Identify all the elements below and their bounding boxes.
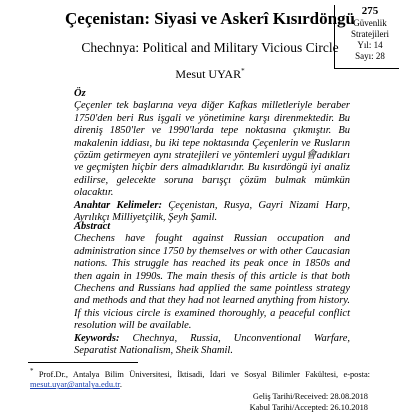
footnote-divider: [28, 362, 138, 363]
abstract-english-heading: Abstract: [74, 221, 111, 232]
author-line: [0, 64, 420, 81]
journal-year: Yıl: 14: [357, 40, 383, 50]
journal-name-line2: Stratejileri: [351, 29, 389, 39]
abstract-turkish: [74, 88, 350, 224]
author-name: Mesut UYAR: [175, 67, 242, 81]
abstract-turkish-heading: Öz: [74, 88, 86, 99]
keywords-turkish-list: Çeçenistan, Rusya, Gayri Nizami Harp, Ayrılıkçı Milliyetçilik, Şeyh Şamil.: [74, 199, 350, 224]
footnote-end: .: [119, 380, 122, 390]
article-subtitle: Chechnya: Political and Military Vicious Circle: [81, 40, 339, 55]
article-title: Çeçenistan: Siyasi ve Askerî Kısırdöngü: [65, 9, 355, 28]
abstract-english-body: Chechens have fought against Russian occupation and administration since 1750 by themselves or with other Caucasian nations. This struggle has reached its peak once in 1850s and then again in 1990s. The main thesis of this article is that both Chechens and Russians had applied the same pointless strategy and methods and that they had not learned anything from history. If this vicious circle is examined thoroughly, a peaceful conflict resolution will be available.: [74, 233, 350, 332]
abstract-turkish-body: Çeçenler tek başlarına veya diğer Kafkas milletleriyle beraber 1750'den beri Rus işgali ve yönetimine karşı direnmektedir. Bu direniş 1850'ler ve 1990'larda tepe noktasına çıkmıştır. Bu makalenin iddiası, bu iki tepe noktasında Çeçenlerin ve Rusların çözüm getirmeyen aynı stratejileri ve yöntemleri uygul會adıkları ve geçmişten hiçbir ders almadıklarıdır. Bu kısırdöngü iyi analiz edilirse, gelecekte soruna barışçı çözüm bulmak mümkün olacaktır.: [74, 100, 350, 199]
keywords-turkish-label: Anahtar Kelimeler:: [74, 199, 162, 211]
accepted-date: Kabul Tarihi/Accepted: 26.10.2018: [249, 402, 368, 412]
footnote-text: Prof.Dr., Antalya Bilim Üniversitesi, İktisadi, İdari ve Sosyal Bilimler Fakültesi, e-posta:: [38, 369, 371, 379]
keywords-english: [74, 333, 350, 358]
author-footnote-marker: *: [241, 67, 245, 75]
journal-name-line1: Güvenlik: [353, 18, 387, 28]
footnote: [30, 366, 370, 391]
footnote-marker: *: [30, 367, 34, 375]
abstract-english: [74, 221, 350, 357]
page-number: 275: [361, 5, 379, 17]
keywords-english-label: Keywords:: [74, 332, 120, 344]
received-date: Geliş Tarihi/Received: 28.08.2018: [252, 392, 368, 401]
journal-issue: Sayı: 28: [355, 51, 385, 61]
author-email-link[interactable]: mesut.uyar@antalya.edu.tr: [30, 380, 120, 390]
submission-dates: [250, 392, 368, 413]
keywords-english-list: Chechnya, Russia, Unconventional Warfare, Separatist Nationalism, Sheik Shamil.: [74, 332, 350, 357]
